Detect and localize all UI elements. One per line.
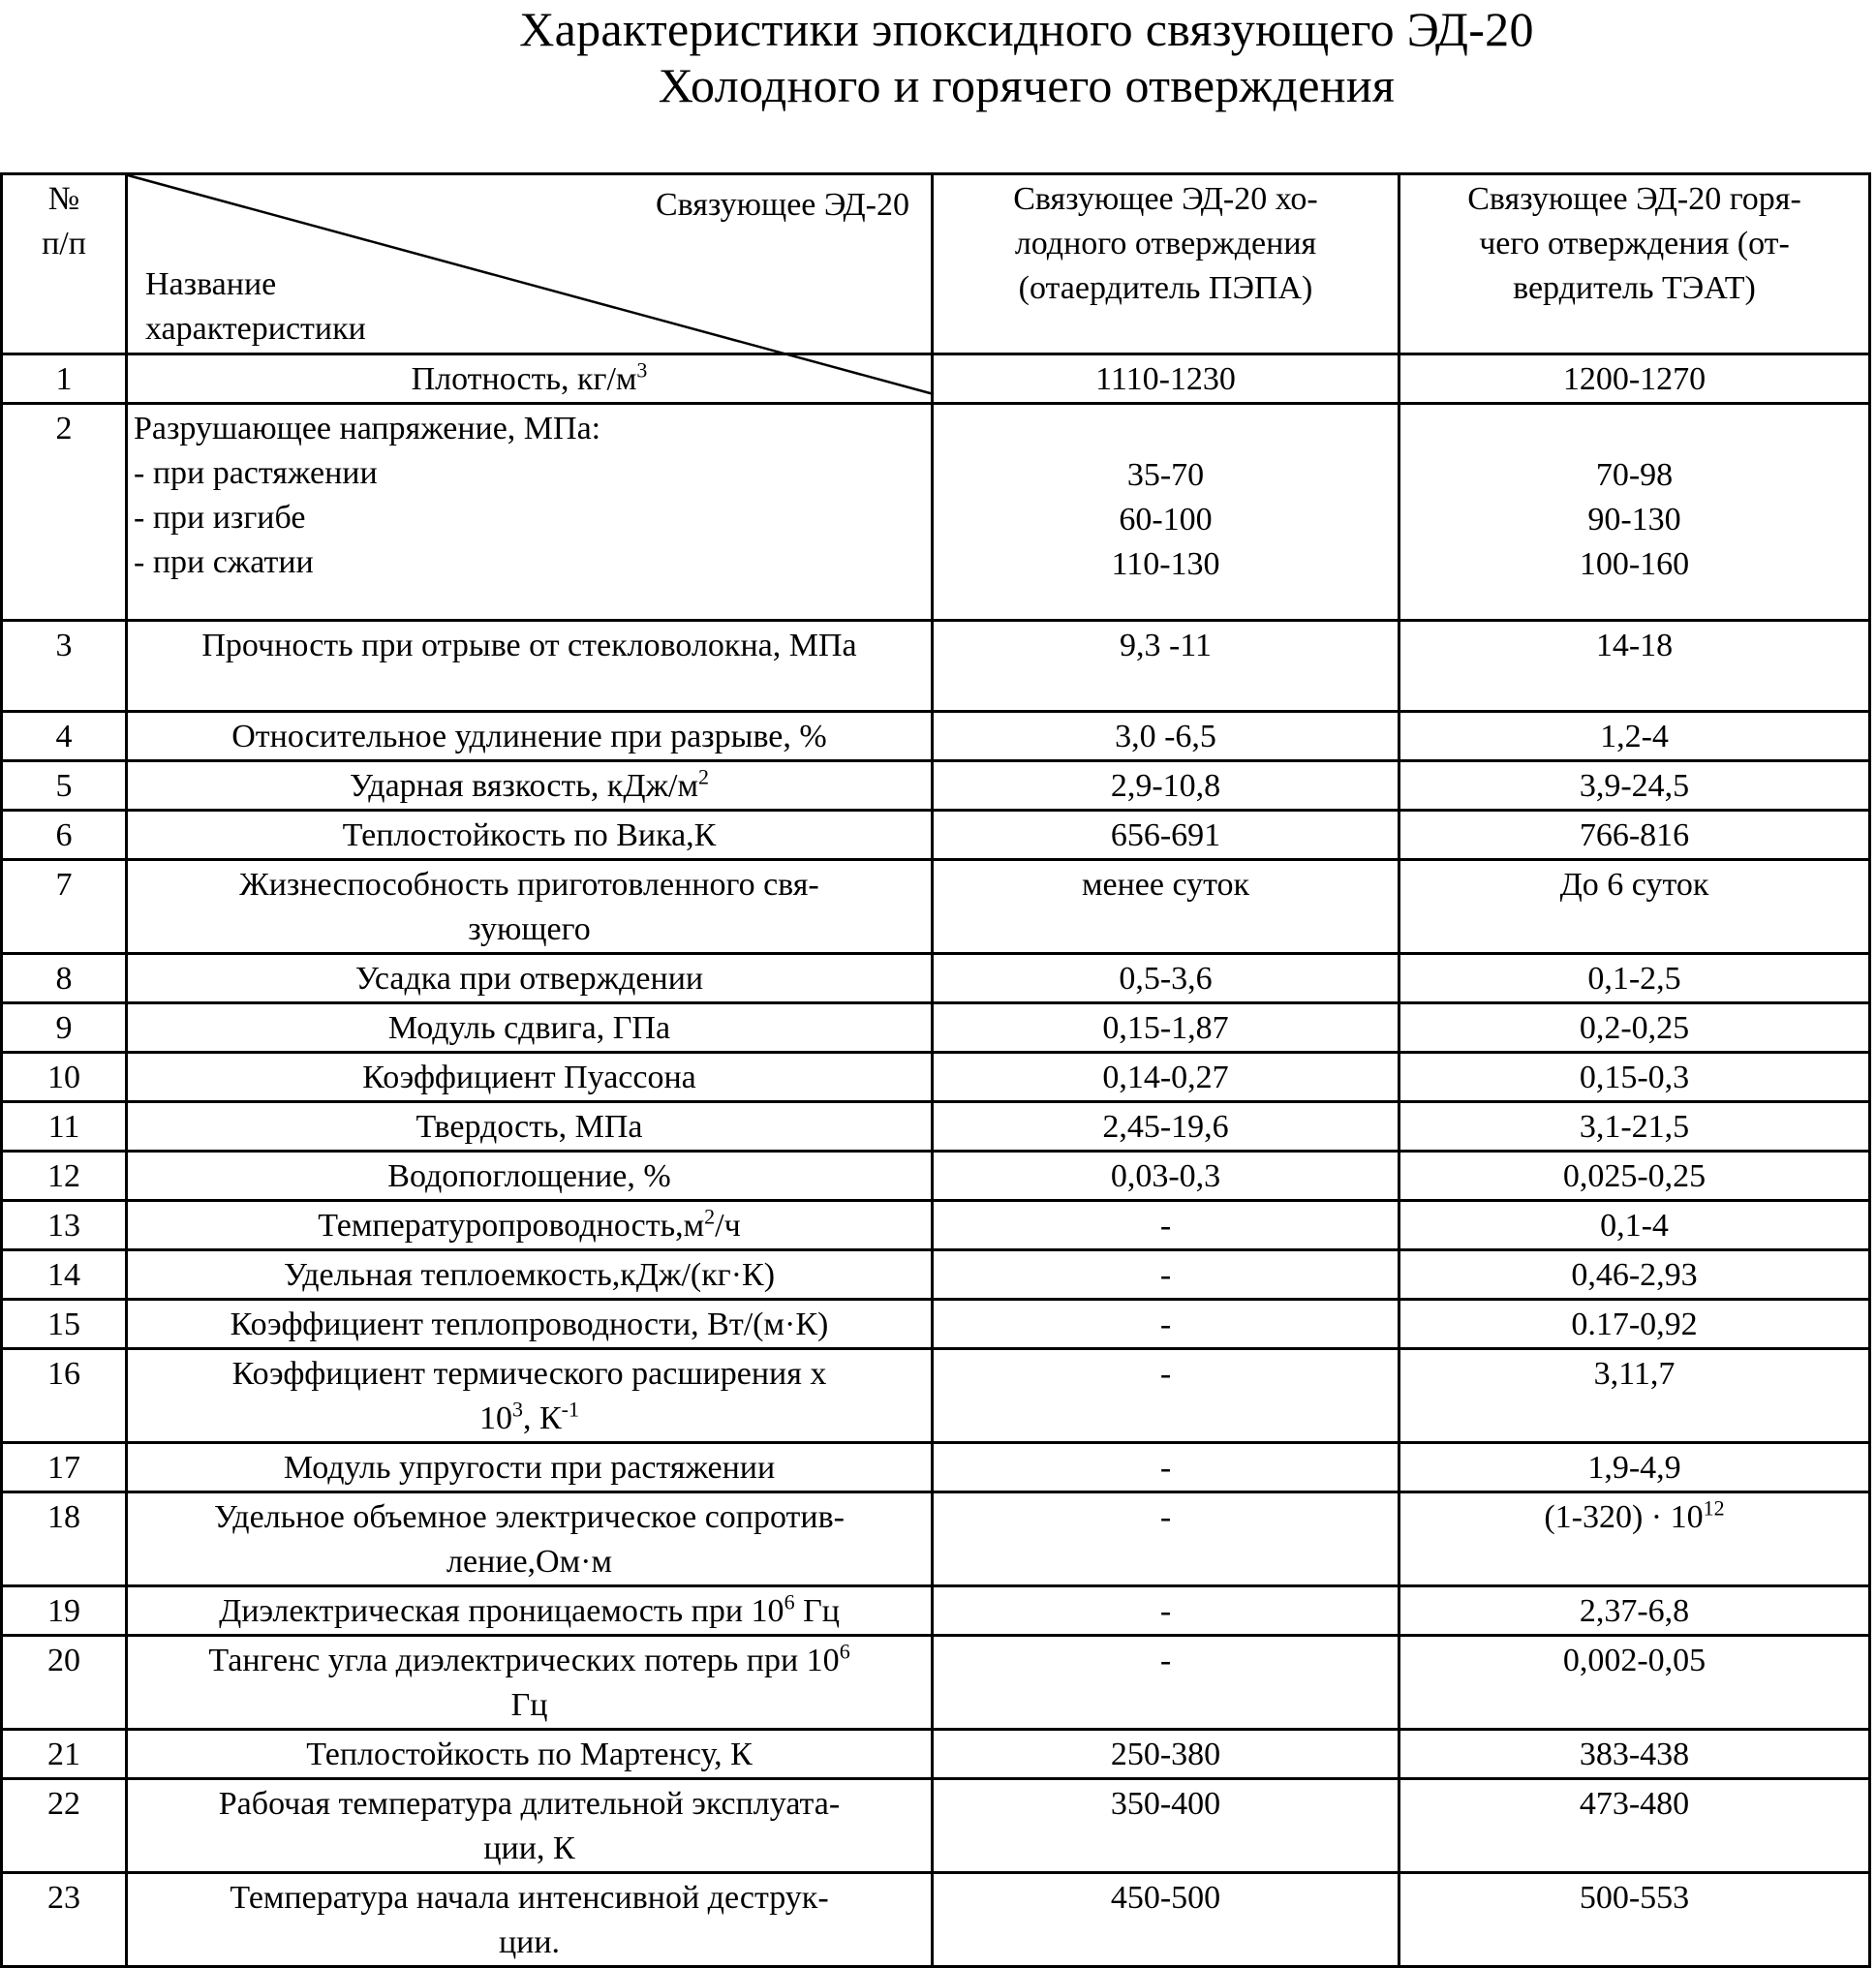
header-diagonal-cell (127, 174, 933, 354)
table-row (2, 1730, 1870, 1779)
table-row (2, 1873, 1870, 1967)
header-hot-cure: Связующее ЭД-20 горя- чего отверждения (от- вердитель ТЭАТ) (1399, 174, 1870, 354)
characteristic-text-suffix: Гц (794, 1593, 840, 1629)
hot-cure-value (1399, 1779, 1870, 1873)
hot-cure-value (1399, 1201, 1870, 1250)
hot-cure-value (1399, 1873, 1870, 1967)
characteristic-text: Удельное объемное электрическое сопротив- ление,Ом·м (214, 1499, 845, 1580)
row-number: 11 (2, 1102, 127, 1152)
cell-value: 0,002-0,05 (1562, 1643, 1707, 1678)
table-row (2, 1053, 1870, 1102)
characteristic-text: Ударная вязкость, кДж/м (349, 768, 699, 804)
cell-value: 2,37-6,8 (1579, 1593, 1690, 1629)
hot-cure-value (1399, 811, 1870, 860)
characteristic-name (127, 1300, 933, 1349)
characteristic-sub-item: - при сжатии (134, 544, 314, 580)
row-number: 12 (2, 1152, 127, 1201)
characteristic-name (127, 1492, 933, 1586)
cell-value: 14-18 (1595, 628, 1674, 663)
header-row (2, 174, 1870, 354)
row-number: 20 (2, 1636, 127, 1730)
characteristic-name (127, 1152, 933, 1201)
cell-value: - (1159, 1643, 1172, 1678)
cold-cure-value (933, 1053, 1399, 1102)
hot-cure-value (1399, 1152, 1870, 1201)
characteristic-name (127, 1349, 933, 1443)
hot-cure-value (1399, 954, 1870, 1003)
cell-value: 0,03-0,3 (1110, 1158, 1221, 1194)
characteristic-group-title: Разрушающее напряжение, МПа: (134, 411, 601, 446)
cell-value: 1200-1270 (1562, 361, 1707, 397)
header-characteristic-label: Название характеристики (145, 266, 366, 347)
characteristic-name (127, 1250, 933, 1300)
hot-cure-value (1399, 1730, 1870, 1779)
characteristic-name (127, 1730, 933, 1779)
hot-cure-value (1399, 354, 1870, 404)
characteristic-text: Рабочая температура длительной эксплуата- ции, К (218, 1786, 841, 1866)
characteristic-name (127, 621, 933, 712)
table-row (2, 811, 1870, 860)
characteristic-name (127, 761, 933, 811)
cell-value: 3,11,7 (1593, 1356, 1676, 1392)
row-number: 14 (2, 1250, 127, 1300)
cell-value: - (1159, 1499, 1172, 1535)
characteristic-text-line-2: 10 (478, 1400, 512, 1436)
cell-value: 0,025-0,25 (1562, 1158, 1707, 1194)
table-row (2, 761, 1870, 811)
cell-value: 766-816 (1579, 817, 1690, 853)
cell-value: 383-438 (1579, 1737, 1690, 1772)
cell-value: 3,1-21,5 (1579, 1109, 1690, 1145)
characteristic-text: Плотность, кг/м (411, 361, 637, 397)
cold-cure-value (933, 1349, 1399, 1443)
cold-cure-value (933, 1250, 1399, 1300)
cold-cure-value (933, 761, 1399, 811)
characteristic-text: Коэффициент теплопроводности, Вт/(м·К) (230, 1307, 829, 1342)
cold-cure-sub-value: 110-130 (1111, 546, 1220, 582)
row-number: 16 (2, 1349, 127, 1443)
characteristic-unit: , К (522, 1400, 562, 1436)
characteristic-text: Прочность при отрыве от стекловолокна, МПа (201, 628, 857, 663)
cold-cure-value (933, 1586, 1399, 1636)
cell-value: менее суток (1081, 867, 1250, 903)
characteristic-name (127, 1201, 933, 1250)
cell-value: 0,1-4 (1600, 1208, 1669, 1244)
cell-value: 350-400 (1110, 1786, 1221, 1822)
hot-cure-value (1399, 1349, 1870, 1443)
cold-cure-value (933, 712, 1399, 761)
cold-cure-value (933, 811, 1399, 860)
document-title-line-1: Характеристики эпоксидного связующего ЭД-20 (519, 2, 1534, 56)
table-row (2, 404, 1870, 621)
cold-cure-value (933, 404, 1399, 621)
characteristic-name (127, 860, 933, 954)
cell-value: 0,2-0,25 (1579, 1010, 1690, 1046)
table-row (2, 1779, 1870, 1873)
row-number: 2 (2, 404, 127, 621)
value-exponent: 12 (1703, 1495, 1725, 1521)
cell-value: 656-691 (1110, 817, 1221, 853)
cold-cure-value (933, 1492, 1399, 1586)
unit-exponent: 6 (839, 1639, 850, 1664)
hot-cure-value (1399, 1443, 1870, 1492)
header-binder-label: Связующее ЭД-20 (655, 187, 909, 223)
row-number: 15 (2, 1300, 127, 1349)
table-row (2, 860, 1870, 954)
row-number: 19 (2, 1586, 127, 1636)
hot-cure-value (1399, 1636, 1870, 1730)
hot-cure-value (1399, 1102, 1870, 1152)
cell-value: 0.17-0,92 (1571, 1307, 1698, 1342)
cold-cure-value (933, 354, 1399, 404)
cell-value: 473-480 (1579, 1786, 1690, 1822)
hot-cure-value (1399, 1053, 1870, 1102)
hot-cure-value (1399, 404, 1870, 621)
row-number: 18 (2, 1492, 127, 1586)
row-number: 8 (2, 954, 127, 1003)
characteristic-text-suffix: /ч (715, 1208, 741, 1244)
cell-value: 0,15-0,3 (1579, 1060, 1690, 1095)
cell-value: - (1159, 1356, 1172, 1392)
table-row (2, 1492, 1870, 1586)
characteristic-name (127, 1003, 933, 1053)
unit-exponent: 3 (511, 1397, 523, 1422)
document-title-line-2: Холодного и горячего отверждения (658, 58, 1396, 112)
table-row (2, 954, 1870, 1003)
cold-cure-value (933, 1730, 1399, 1779)
cold-cure-value (933, 1443, 1399, 1492)
characteristic-name (127, 1779, 933, 1873)
hot-cure-sub-value: 90-130 (1587, 502, 1681, 538)
hot-cure-value (1399, 860, 1870, 954)
characteristic-name (127, 1443, 933, 1492)
table-row (2, 1250, 1870, 1300)
row-number: 22 (2, 1779, 127, 1873)
characteristic-name (127, 1873, 933, 1967)
characteristic-text: Теплостойкость по Мартенсу, К (306, 1737, 753, 1772)
cell-value: 1110-1230 (1095, 361, 1236, 397)
characteristic-name (127, 1586, 933, 1636)
table-row (2, 1003, 1870, 1053)
table-row (2, 1586, 1870, 1636)
hot-cure-value (1399, 761, 1870, 811)
characteristic-name (127, 1636, 933, 1730)
row-number: 9 (2, 1003, 127, 1053)
hot-cure-value (1399, 1492, 1870, 1586)
row-number: 13 (2, 1201, 127, 1250)
cell-value: 2,45-19,6 (1102, 1109, 1229, 1145)
cell-value: - (1159, 1450, 1172, 1486)
cell-value: 1,2-4 (1600, 719, 1669, 754)
row-number: 21 (2, 1730, 127, 1779)
cell-value: - (1159, 1257, 1172, 1293)
row-number: 1 (2, 354, 127, 404)
unit-exponent: 3 (636, 357, 648, 383)
table-row (2, 1300, 1870, 1349)
hot-cure-sub-value: 100-160 (1579, 546, 1690, 582)
table-row (2, 1443, 1870, 1492)
characteristic-text-suffix: Гц (510, 1687, 548, 1723)
table-row (2, 1349, 1870, 1443)
unit-exponent: 6 (784, 1589, 795, 1614)
characteristic-text: Коэффициент Пуассона (362, 1060, 696, 1095)
hot-cure-value (1399, 1586, 1870, 1636)
characteristic-text: Температуропроводность,м (318, 1208, 705, 1244)
row-number: 17 (2, 1443, 127, 1492)
cell-value: 0,14-0,27 (1102, 1060, 1229, 1095)
characteristic-name (127, 811, 933, 860)
table-row (2, 712, 1870, 761)
characteristic-name (127, 712, 933, 761)
header-cold-cure: Связующее ЭД-20 хо- лодного отверждения (отаердитель ПЭПА) (933, 174, 1399, 354)
characteristic-text: Водопоглощение, % (387, 1158, 671, 1194)
characteristic-text: Тангенс угла диэлектрических потерь при 10 (208, 1643, 840, 1678)
characteristic-text: Диэлектрическая проницаемость при 10 (219, 1593, 784, 1629)
hot-cure-sub-value: 70-98 (1595, 457, 1674, 493)
unit-exponent: 2 (698, 764, 710, 789)
table-row (2, 621, 1870, 712)
unit-exponent: -1 (561, 1397, 579, 1422)
cell-value: (1-320) · 10 (1544, 1499, 1704, 1535)
table-row (2, 1636, 1870, 1730)
row-number: 10 (2, 1053, 127, 1102)
row-number: 7 (2, 860, 127, 954)
cell-value: 450-500 (1110, 1880, 1221, 1916)
cell-value: 0,15-1,87 (1102, 1010, 1229, 1046)
cell-value: 2,9-10,8 (1110, 768, 1221, 804)
characteristic-text: Твердость, МПа (415, 1109, 643, 1145)
cold-cure-sub-value: 60-100 (1119, 502, 1213, 538)
cold-cure-value (933, 1003, 1399, 1053)
row-number: 6 (2, 811, 127, 860)
cold-cure-value (933, 1779, 1399, 1873)
cold-cure-value (933, 954, 1399, 1003)
cold-cure-value (933, 860, 1399, 954)
characteristic-text: Теплостойкость по Вика,К (342, 817, 717, 853)
cold-cure-sub-value: 35-70 (1126, 457, 1205, 493)
table-row (2, 1201, 1870, 1250)
cell-value: - (1159, 1307, 1172, 1342)
characteristic-text: Жизнеспособность приготовленного свя- зующего (239, 867, 819, 947)
hot-cure-value (1399, 1250, 1870, 1300)
cell-value: 500-553 (1579, 1880, 1690, 1916)
cell-value: 0,1-2,5 (1587, 961, 1681, 997)
cell-value: 250-380 (1110, 1737, 1221, 1772)
cold-cure-value (933, 1636, 1399, 1730)
cold-cure-value (933, 1201, 1399, 1250)
cell-value: 9,3 -11 (1119, 628, 1213, 663)
hot-cure-value (1399, 1003, 1870, 1053)
characteristic-sub-item: - при растяжении (134, 455, 378, 491)
cell-value: До 6 суток (1559, 867, 1709, 903)
header-number: № п/п (2, 174, 127, 354)
characteristic-sub-item: - при изгибе (134, 500, 306, 536)
characteristic-text: Модуль сдвига, ГПа (387, 1010, 671, 1046)
characteristic-text: Модуль упругости при растяжении (283, 1450, 776, 1486)
unit-exponent: 2 (704, 1204, 716, 1229)
row-number: 4 (2, 712, 127, 761)
cell-value: 1,9-4,9 (1587, 1450, 1681, 1486)
row-number: 23 (2, 1873, 127, 1967)
hot-cure-value (1399, 1300, 1870, 1349)
characteristic-text: Температура начала интенсивной деструк- ции. (230, 1880, 829, 1960)
cell-value: - (1159, 1593, 1172, 1629)
cell-value: 3,9-24,5 (1579, 768, 1690, 804)
characteristic-text: Усадка при отверждении (354, 961, 704, 997)
cold-cure-value (933, 621, 1399, 712)
characteristic-name (127, 404, 933, 621)
cell-value: 0,46-2,93 (1571, 1257, 1698, 1293)
cold-cure-value (933, 1873, 1399, 1967)
hot-cure-value (1399, 621, 1870, 712)
table-row (2, 1152, 1870, 1201)
row-number: 5 (2, 761, 127, 811)
characteristic-text: Коэффициент термического расширения х (231, 1356, 827, 1392)
characteristic-name (127, 954, 933, 1003)
table-row (2, 1102, 1870, 1152)
cell-value: 0,5-3,6 (1119, 961, 1213, 997)
properties-table (0, 172, 1871, 1968)
row-number: 3 (2, 621, 127, 712)
characteristic-name (127, 1053, 933, 1102)
cold-cure-value (933, 1102, 1399, 1152)
cell-value: - (1159, 1208, 1172, 1244)
characteristic-text: Относительное удлинение при разрыве, % (231, 719, 827, 754)
characteristic-name (127, 1102, 933, 1152)
characteristic-text: Удельная теплоемкость,кДж/(кг·К) (283, 1257, 776, 1293)
cold-cure-value (933, 1300, 1399, 1349)
cold-cure-value (933, 1152, 1399, 1201)
cell-value: 3,0 -6,5 (1115, 719, 1216, 754)
hot-cure-value (1399, 712, 1870, 761)
